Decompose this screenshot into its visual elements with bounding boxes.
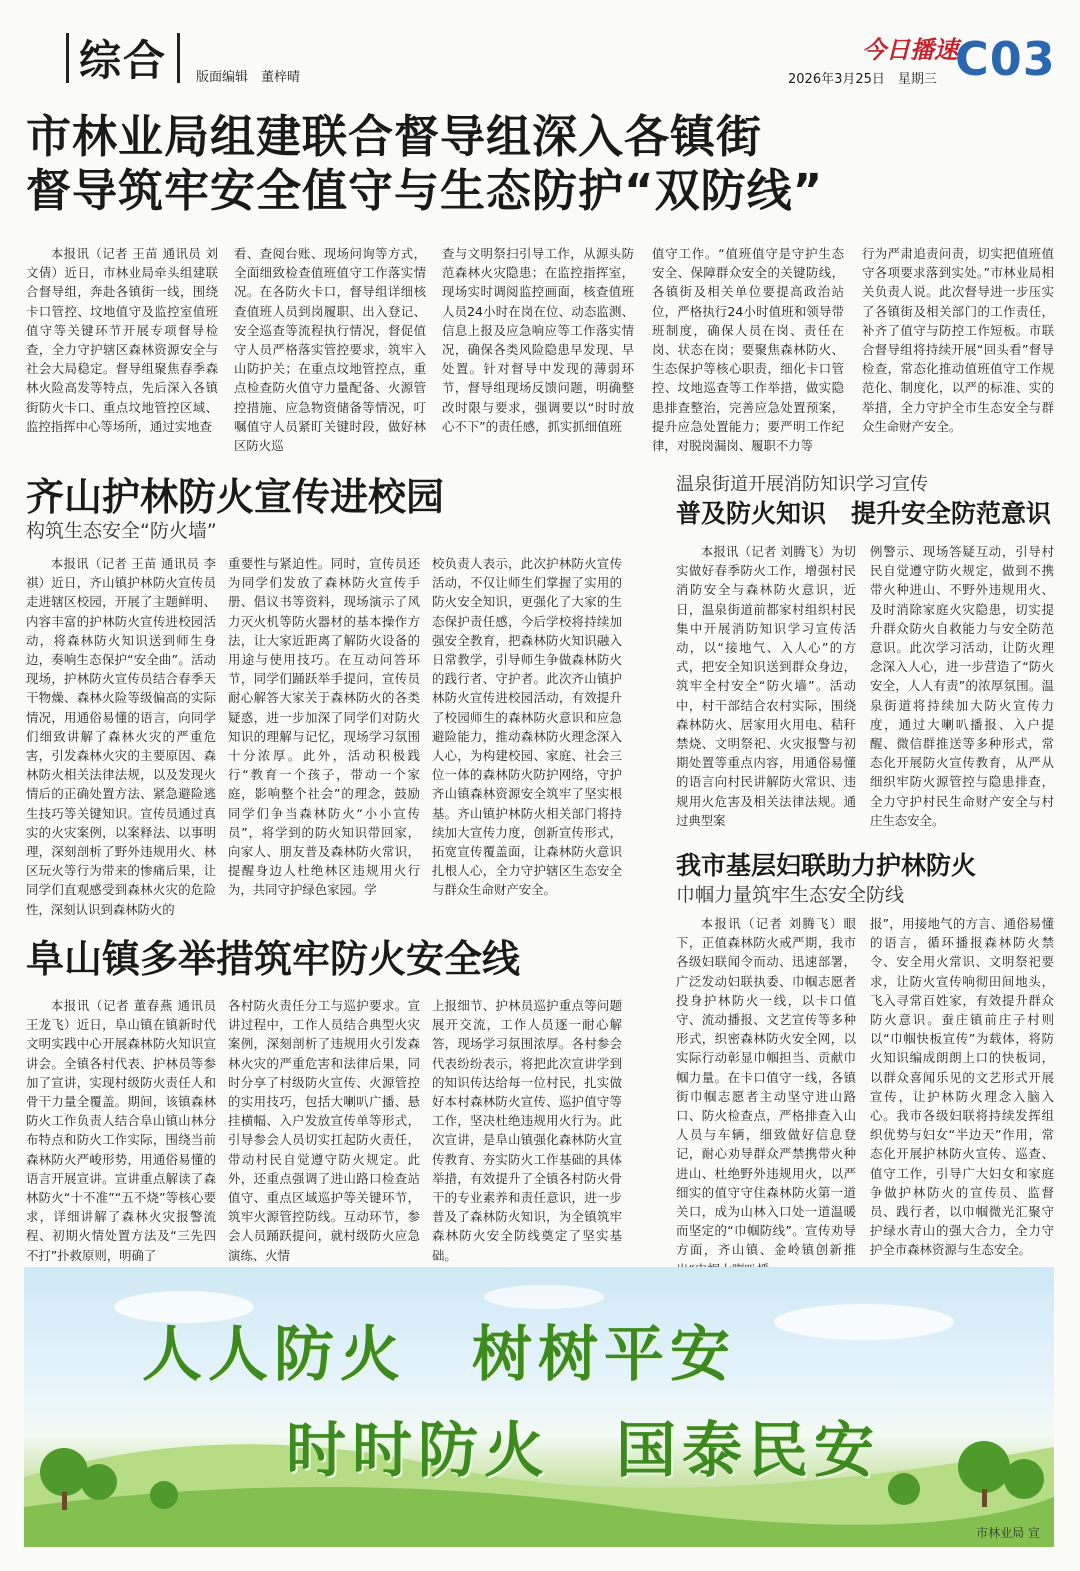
article1-col5: 行为严肃追责问责，切实把值班值守各项要求落到实处。”市林业局相关负责人说。此次督导进一步压实了各镇街及相关部门的工作责任，补齐了值守与防控工作短板。市联合督导组将持续开展“回头看”督导检查，常态化推动值班值守工作规范化、制度化，以严的标准、实的举措，全力守护全市生态安全与群众生命财产安全。 [862,246,1054,434]
banner-credit: 市林业局 宣 [976,1526,1040,1540]
article2-title: 齐山护林防火宣传进校园 [26,475,445,519]
article1-title-line1: 市林业局组建联合督导组深入各镇街 [26,110,763,163]
issue-date: 2026年3月25日 星期三 [788,72,937,87]
article3-col1: 本报讯（记者 刘腾飞）为切实做好春季防火工作，增强村民消防安全与森林防火意识，近日，温泉街道前都家村组织村民集中开展消防知识学习宣传活动，以“接地气、入人心”的方式，把安全知识送到群众身边，筑牢全村安全“防火墙”。活动中，村干部结合农村实际，围绕森林防火、居家用火用电、秸秆禁烧、文明祭祀、火灾报警与初期处置等重点内容，用通俗易懂的语言向村民讲解防火常识、违规用火危害及相关法律法规。通过典型案 [676,544,856,828]
article4-col1: 本报讯（记者 董春燕 通讯员 王龙飞）近日，阜山镇在镇新时代文明实践中心开展森林防火知识宣讲会。全镇各村代表、护林员等参加了宣讲，实现村级防火责任人和骨干力量全覆盖。期间，该镇森林防火工作负责人结合阜山镇山林分布特点和防火工作实际，围绕当前森林防火严峻形势，用通俗易懂的语言开展宣讲。宣讲重点解读了森林防火“十不准”“五不烧”等核心要求，详细讲解了森林火灾报警流程、初期火情处置方法及“三先四不打”扑救原则，明确了 [26,998,216,1263]
article2-col3: 校负责人表示，此次护林防火宣传活动，不仅让师生们掌握了实用的防火安全知识，更强化了大家的生态保护责任感，今后学校将持续加强安全教育，把森林防火知识融入日常教学，引导师生争做森林防火的践行者、守护者。此次齐山镇护林防火宣传进校园活动，有效提升了校园师生的森林防火意识和应急避险能力，推动森林防火理念深入人心，为构建校园、家庭、社会三位一体的森林防火防护网络，守护齐山镇森林资源安全筑牢了坚实根基。齐山镇护林防火相关部门将持续加大宣传力度，创新宣传形式，拓宽宣传覆盖面，让森林防火意识扎根人心，全力守护辖区生态安全与群众生命财产安全。 [432,556,622,898]
section-header [66,28,180,88]
article5-title: 我市基层妇联助力护林防火 [676,851,977,880]
page-number: C03 [955,32,1056,86]
article1-col2: 看、查阅台账、现场问询等方式，全面细致检查值班值守工作落实情况。在各防火卡口，督导组详细核查值班人员到岗履职、出入登记、安全巡查等流程执行情况，督促值守人员严格落实管控要求，筑牢入山防护关；在重点坟地管控点，重点检查防火值守力量配备、火源管控措施、应急物资储备等情况，叮嘱值守人员紧盯关键时段，做好林区防火巡 [234,246,426,454]
slogan-line2: 时时防火 国泰民安 [286,1416,880,1486]
article4-col3: 上报细节、护林员巡护重点等问题展开交流，工作人员逐一耐心解答，现场学习氛围浓厚。各村参会代表纷纷表示，将把此次宣讲学到的知识传达给每一位村民，扎实做好本村森林防火宣传、巡护值守等工作，坚决杜绝违规用火行为。此次宣讲，是阜山镇强化森林防火宣传教育、夯实防火工作基础的具体举措，有效提升了全镇各村防火骨干的专业素养和责任意识，进一步普及了森林防火知识，为全镇筑牢森林防火安全防线奠定了坚实基础。 [432,998,622,1263]
article1-col4: 值守工作。“值班值守是守护生态安全、保障群众安全的关键防线，各镇街及相关单位要提高政治站位，严格执行24小时值班和领导带班制度，确保人员在岗、责任在岗、状态在岗；要聚焦森林防火、生态保护等核心职责，细化卡口管控、坟地巡查等工作举措，做实隐患排查整治，完善应急处置预案，提升应急处置能力；要严明工作纪律，对脱岗漏岗、履职不力等 [652,246,844,454]
article4-col2: 各村防火责任分工与巡护要求。宣讲过程中，工作人员结合典型火灾案例，深刻剖析了违规用火引发森林火灾的严重危害和法律后果，同时分享了村级防火宣传、火源管控的实用技巧，包括大喇叭广播、悬挂横幅、入户发放宣传单等形式，引导参会人员切实扛起防火责任，带动村民自觉遵守防火规定。此外，还重点强调了进山路口检查站值守、重点区域巡护等关键环节，筑牢火源管控防线。互动环节，参会人员踊跃提问，就村级防火应急演练、火情 [228,998,420,1263]
editor-credit: 版面编辑 董梓晴 [196,70,301,85]
newspaper-logo: 今日播速 [862,35,958,64]
article3-kicker: 温泉街道开展消防知识学习宣传 [676,474,928,495]
section-bar-right [177,33,180,83]
article5-col2: 报”，用接地气的方言、通俗易懂的语言，循环播报森林防火禁令、安全用火常识、文明祭祀要求，让防火宣传响彻田间地头，飞入寻常百姓家，有效提升群众防火意识。蚕庄镇前庄子村则以“巾帼快板宣传”为载体，将防火知识编成朗朗上口的快板词，以群众喜闻乐见的文艺形式开展宣传，让护林防火理念入脑入心。我市各级妇联将持续发挥组织优势与妇女“半边天”作用，常态化开展护林防火宣传、巡查、值守工作，引导广大妇女和家庭争做护林防火的宣传员、监督员、践行者，以巾帼微光汇聚守护绿水青山的强大合力，全力守护全市森林资源与生态安全。 [870,916,1054,1258]
article5-col1: 本报讯（记者 刘腾飞）眼下，正值森林防火戒严期，我市各级妇联闻令而动、迅速部署，广泛发动妇联执委、巾帼志愿者投身护林防火一线，以卡口值守、流动播报、文艺宣传等多种形式，织密森林防火安全网，以实际行动彰显巾帼担当、贡献巾帼力量。在卡口值守一线，各镇街巾帼志愿者主动坚守进山路口、防火检查点，严格排查入山人员与车辆，细致做好信息登记，耐心劝导群众严禁携带火种进山、杜绝野外违规用火，以严细实的值守守住森林防火第一道关口，成为山林入口处一道温暖而坚定的“巾帼防线”。宣传劝导方面，齐山镇、金岭镇创新推 [676,916,856,1258]
article3-title: 普及防火知识 提升安全防范意识 [676,499,1052,528]
article2-col2: 重要性与紧迫性。同时，宣传员还为同学们发放了森林防火宣传手册、倡议书等资料，现场演示了风力灭火机等防火器材的基本操作方法，让大家近距离了解防火设备的用途与使用技巧。在互动问答环节，同学们踊跃举手提问，宣传员耐心解答大家关于森林防火的各类疑惑，进一步加深了同学们对防火知识的理解与记忆，现场学习氛围十分浓厚。此外，活动积极践行“教育一个孩子，带动一个家庭，影响整个社会”的理念，鼓励同学们争当森林防火“小小宣传员”，将学到的防火知识带回家，向家人、朋友普及森林防火常识，提醒身边人杜绝林区违规用火行为，共同守护绿色家园。学 [228,556,420,898]
article1-col1: 本报讯（记者 王苗 通讯员 刘文倩）近日，市林业局牵头组建联合督导组，奔赴各镇街一线，围绕卡口管控、坟地值守及监控室值班值守等关键环节开展专项督导检查，全力守护辖区森林资源安全与社会大局稳定。督导组聚焦春季森林火险高发等特点，先后深入各镇街防火卡口、重点坟地管控区域、监控指挥中心等场所，通过实地查 [26,246,218,434]
article2-col1: 本报讯（记者 王苗 通讯员 李祺）近日，齐山镇护林防火宣传员走进辖区校园，开展了主题鲜明、内容丰富的护林防火宣传进校园活动，将森林防火知识送到师生身边，奏响生态保护“安全曲”。活动现场，护林防火宣传员结合春季天干物燥、森林火险等级偏高的实际情况，用通俗易懂的语言，向同学们细致讲解了森林火灾的严重危害，引发森林火灾的主要原因、森林防火相关法律法规，以及发现火情后的正确处置方法、紧急避险逃生技巧等关键知识。宣传员通过真实的火灾案例，以案释法、以事明理，深刻剖析了野外违规用火、林区玩火等行为带来的惨痛后果，让同学们直观感受到森林火灾的危险性，深刻认识到森林防火的 [26,556,216,917]
slogan-line1: 人人防火 树树平安 [142,1320,736,1390]
article3-col2: 例警示、现场答疑互动，引导村民自觉遵守防火规定，做到不携带火种进山、不野外违规用火、及时消除家庭火灾隐患，切实提升群众防火自救能力与安全防范意识。此次学习活动，让防火理念深入人心，进一步营造了“防火安全，人人有责”的浓厚氛围。温泉街道将持续加大防火宣传力度，通过大喇叭播报、入户提醒、微信群推送等多种形式，常态化开展防火宣传教育，从严从细织牢防火源管控与隐患排查，全力守护村民生命财产安全与村庄生态安全。 [870,544,1054,828]
fire-prevention-banner [24,1267,1054,1547]
article4-title: 阜山镇多举措筑牢防火安全线 [26,937,521,981]
article2-subtitle: 构筑生态安全“防火墙” [26,520,217,542]
section-title: 综合 [79,36,168,85]
article1-title-line2: 督导筑牢安全值守与生态防护“双防线” [26,164,824,217]
article1-col3: 查与文明祭扫引导工作，从源头防范森林火灾隐患；在监控指挥室，现场实时调阅监控画面，核查值班人员24小时在岗在位、动态监测、信息上报及应急响应等工作落实情况，确保各类风险隐患早发现、早处置。针对督导中发现的薄弱环节，督导组现场反馈问题，明确整改时限与要求，强调要以“时时放心不下”的责任感，抓实抓细值班 [442,246,634,434]
article5-subtitle: 巾帼力量筑牢生态安全防线 [676,884,905,906]
